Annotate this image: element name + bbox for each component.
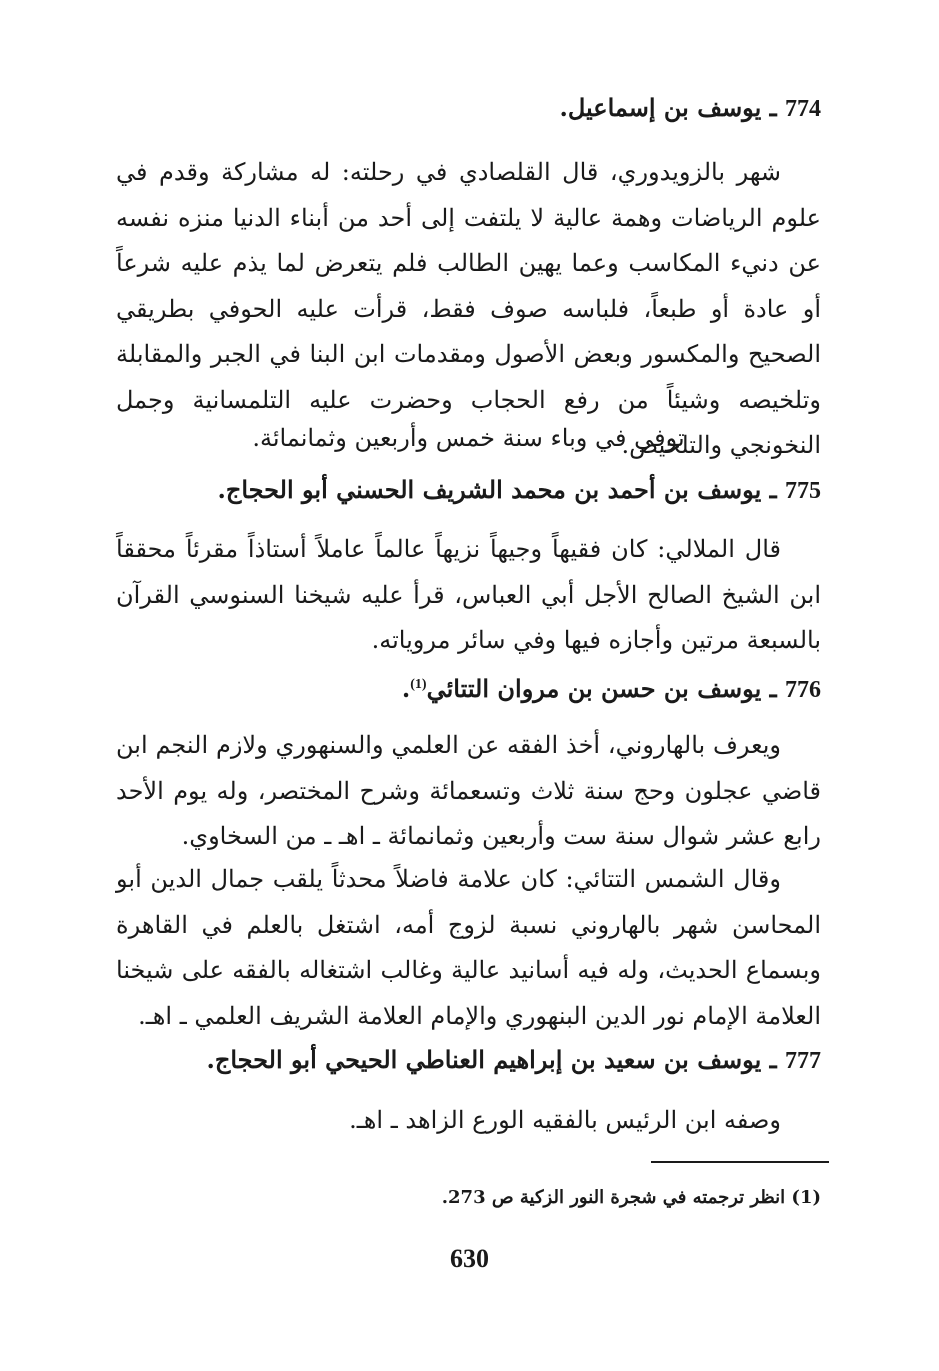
entry-separator: ـ [761, 475, 785, 504]
entry-title-end: . [401, 674, 411, 703]
entry-paragraph: توفي في وباء سنة خمس وأربعين وثمانمائة. [252, 424, 685, 452]
entry-paragraph: شهر بالزويدوري، قال القلصادي في رحلته: له مشاركة وقدم في علوم الرياضات وهمة عالية لا يلتفت إلى أحد من أبناء الدنيا منزه نفسه عن دنيء المكاسب وعما يهين الطالب فلم يتعرض لما يذم عليه شرعاً أو عادة أو طبعاً، فلباسه صوف فقط، قرأت عليه الحوفي بطريقي الصحيح والمكسور وبعض الأصول ومقدمات ابن البنا في الجبر والمقابلة وتلخيصه وشيئاً من رفع الحجاب وحضرت عليه التلمسانية وجمل النخونجي والتلخيص. [116, 158, 821, 459]
footnote-divider [651, 1161, 829, 1163]
entry-paragraph: وصفه ابن الرئيس بالفقيه الورع الزاهد ـ اهـ. [349, 1106, 781, 1134]
entry-heading-776 [116, 665, 821, 710]
entry-paragraph: ويعرف بالهاروني، أخذ الفقه عن العلمي والسنهوري ولازم النجم ابن قاضي عجلون وحج سنة ثلاث وتسعمائة وشرح المختصر، وله يوم الأحد رابع عشر شوال سنة ست وأربعين وثمانمائة ـ اهـ ـ من السخاوي. [116, 731, 821, 850]
footnote: (1) انظر ترجمته في شجرة النور الزكية ص 273. [441, 1187, 821, 1208]
entry-title: يوسف بن إسماعيل. [559, 93, 762, 122]
entry-number: 774 [785, 96, 821, 122]
entry-number: 777 [785, 1048, 821, 1074]
entry-paragraph: قال الملالي: كان فقيهاً وجيهاً نزيهاً عالماً عاملاً أستاذاً مقرئاً محققاً ابن الشيخ الصالح الأجل أبي العباس، قرأ عليه شيخنا السنوسي القرآن بالسبعة مرتين وأجازه فيها وفي سائر مروياته. [116, 535, 821, 654]
entry-heading-775 [116, 470, 821, 511]
page-number: 630 [450, 1244, 489, 1273]
entry-heading-774 [116, 88, 821, 129]
entry-separator: ـ [761, 93, 785, 122]
entry-number: 776 [785, 677, 821, 703]
entry-separator: ـ [761, 674, 785, 703]
entry-title: يوسف بن سعيد بن إبراهيم العناطي الحيحي أبو الحجاج. [206, 1045, 762, 1074]
entry-separator: ـ [761, 1045, 785, 1074]
entry-number: 775 [785, 478, 821, 504]
entry-title: يوسف بن حسن بن مروان التتائي [426, 674, 762, 703]
entry-title: يوسف بن أحمد بن محمد الشريف الحسني أبو الحجاج. [217, 475, 762, 504]
footnote-reference[interactable]: (1) [410, 677, 427, 692]
entry-paragraph: وقال الشمس التتائي: كان علامة فاضلاً محدثاً يلقب جمال الدين أبو المحاسن شهر بالهاروني نسبة لزوج أمه، اشتغل بالعلم في القاهرة وبسماع الحديث، وله فيه أسانيد عالية وغالب اشتغاله بالفقه على شيخنا العلامة الإمام نور الدين البنهوري والإمام العلامة الشريف العلمي ـ اهـ. [116, 865, 821, 1030]
entry-heading-777 [116, 1040, 821, 1081]
